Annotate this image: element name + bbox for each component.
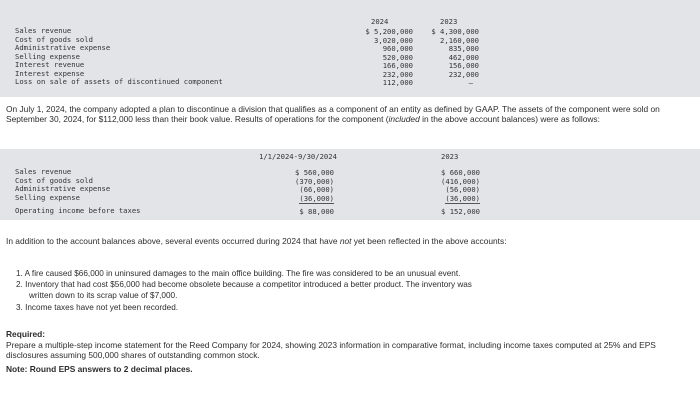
paragraph-italic: included xyxy=(388,114,420,125)
value-2023: 835,000 xyxy=(448,44,479,53)
paragraph-text: in the above account balances) were as follows: xyxy=(419,114,600,125)
row-label: Interest expense xyxy=(15,68,85,78)
value-2023: – xyxy=(468,78,473,87)
paragraph-italic: not xyxy=(339,236,352,246)
value-period: (370,000) xyxy=(295,176,334,186)
col-header-2023: 2023 xyxy=(441,152,459,161)
value-2023: 156,000 xyxy=(448,61,479,70)
event-item-continued: written down to its scrap value of $7,000. xyxy=(29,291,178,300)
value-period: $ 560,000 xyxy=(295,168,334,177)
value-2024: 960,000 xyxy=(382,44,413,53)
row-label: Sales revenue xyxy=(15,167,72,176)
row-label: Cost of goods sold xyxy=(15,175,93,185)
value-2023: $ 4,300,000 xyxy=(431,27,479,36)
paragraph-text: In addition to the account balances above, several events occurred during 2024 that have xyxy=(6,236,340,246)
col-header-2024: 2024 xyxy=(371,17,389,26)
row-label: Loss on sale of assets of discontinued component xyxy=(15,77,223,86)
additional-events-paragraph xyxy=(6,236,692,246)
row-label: Administrative expense xyxy=(15,184,111,193)
row-label: Cost of goods sold xyxy=(15,34,93,44)
rounding-note: Note: Round EPS answers to 2 decimal places. xyxy=(6,364,193,374)
event-item: 1. A fire caused $66,000 in uninsured damages to the main office building. The fire was considered to be an unusual event. xyxy=(16,269,461,278)
value-2024: 112,000 xyxy=(382,78,413,87)
value-period: (66,000) xyxy=(299,185,334,194)
row-label: Selling expense xyxy=(15,51,80,61)
value-2023: 462,000 xyxy=(448,52,479,62)
row-label: Administrative expense xyxy=(15,43,111,52)
value-2023: (36,000) xyxy=(445,193,480,203)
component-results-table xyxy=(0,149,700,220)
value-2023: $ 660,000 xyxy=(441,168,480,177)
value-period: (36,000) xyxy=(299,193,334,203)
value-2024: 166,000 xyxy=(382,61,413,70)
value-2023: 232,000 xyxy=(448,69,479,79)
value-2024: 520,000 xyxy=(382,52,413,62)
required-text: Prepare a multiple-step income statement for the Reed Company for 2024, showing 2023 information in comparative format, including income taxes computed at 25% and EPS disclosures assuming 500,000 shares of outstanding common stock. xyxy=(6,340,656,361)
event-item: 3. Income taxes have not yet been recorded. xyxy=(16,303,179,312)
value-2023: (56,000) xyxy=(445,185,480,194)
paragraph-text: On July 1, 2024, the company adopted a plan to discontinue a division that qualifies as a component of an entity as defined by GAAP. The assets of the component were sold on September 30, 2024, for $112,000 less than their book value. Results of operations for the component ( xyxy=(6,104,660,125)
value-2024: 232,000 xyxy=(382,69,413,79)
col-header-period: 1/1/2024-9/30/2024 xyxy=(259,152,337,161)
required-heading: Required: xyxy=(6,329,46,339)
value-2023: 2,160,000 xyxy=(440,35,479,45)
account-balances-table xyxy=(0,0,700,97)
value-2023: (416,000) xyxy=(441,176,480,186)
value-2024: 3,020,000 xyxy=(374,35,413,45)
row-label: Sales revenue xyxy=(15,26,72,35)
value-period: $ 88,000 xyxy=(299,207,334,216)
row-label: Interest revenue xyxy=(15,60,85,69)
row-label: Selling expense xyxy=(15,192,80,202)
value-2023: $ 152,000 xyxy=(441,207,480,216)
event-item: 2. Inventory that had cost $56,000 had become obsolete because a competitor introduced a better product. The inventory was xyxy=(16,280,472,289)
discontinued-component-paragraph xyxy=(6,104,692,125)
value-2024: $ 5,200,000 xyxy=(365,27,413,36)
col-header-2023: 2023 xyxy=(440,17,458,26)
row-label: Operating income before taxes xyxy=(15,206,141,215)
paragraph-text: yet been reflected in the above accounts: xyxy=(351,236,507,246)
